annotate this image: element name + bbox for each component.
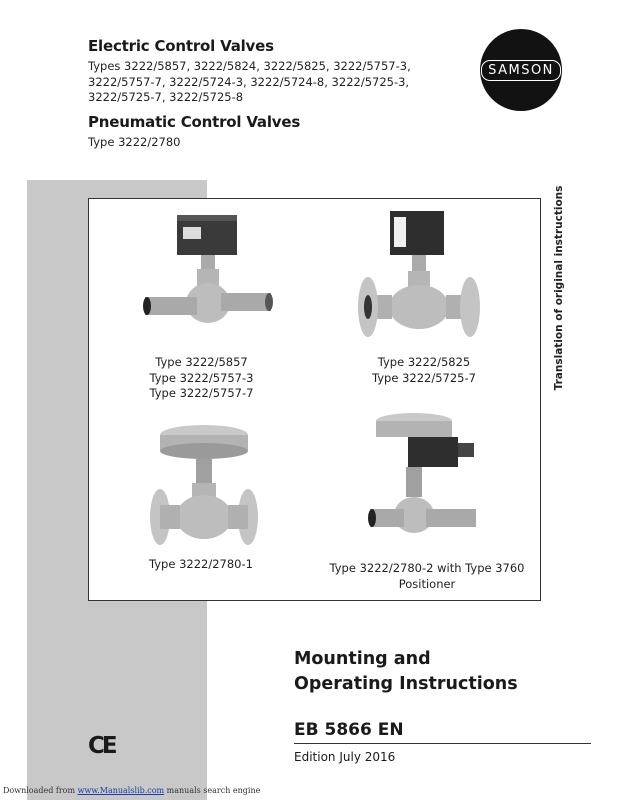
document-number: EB 5866 EN bbox=[294, 720, 404, 740]
caption-fig-4: Type 3222/2780-2 with Type 3760 Positioner bbox=[329, 561, 525, 591]
valve-image-3222-2780-1 bbox=[144, 421, 264, 561]
download-footer: Downloaded from www.Manualslib.com manuals search engine bbox=[3, 786, 261, 795]
logo-text: SAMSON bbox=[481, 60, 561, 81]
electric-valves-title: Electric Control Valves bbox=[88, 37, 274, 55]
pneumatic-valves-title: Pneumatic Control Valves bbox=[88, 112, 301, 131]
pneumatic-valves-type: Type 3222/2780 bbox=[88, 134, 181, 149]
electric-valves-types: Types 3222/5857, 3222/5824, 3222/5825, 3222/5757-3, 3222/5757-7, 3222/5724-3, 3222/5724-8, 3222/5725-3, 3222/5725-7, 3222/5725-8 bbox=[88, 59, 411, 104]
manualslib-link[interactable]: www.Manualslib.com bbox=[77, 786, 165, 795]
translation-note: Translation of original instructions bbox=[553, 185, 565, 391]
caption-fig-2: Type 3222/5825 Type 3222/5725-7 bbox=[372, 355, 476, 385]
figure-box bbox=[88, 198, 541, 601]
ce-mark: CE bbox=[88, 733, 115, 759]
valve-image-3222-5825 bbox=[354, 207, 484, 357]
valve-image-3222-2780-2 bbox=[364, 411, 494, 561]
header-block bbox=[88, 37, 468, 150]
caption-fig-3: Type 3222/2780-1 bbox=[149, 557, 253, 571]
samson-logo bbox=[480, 29, 562, 111]
edition-date: Edition July 2016 bbox=[294, 750, 396, 764]
divider-line bbox=[294, 743, 591, 744]
valve-image-3222-5857 bbox=[139, 211, 279, 351]
caption-fig-1: Type 3222/5857 Type 3222/5757-3 Type 3222/5757-7 bbox=[149, 355, 254, 400]
document-title: Mounting and Operating Instructions bbox=[294, 649, 518, 694]
